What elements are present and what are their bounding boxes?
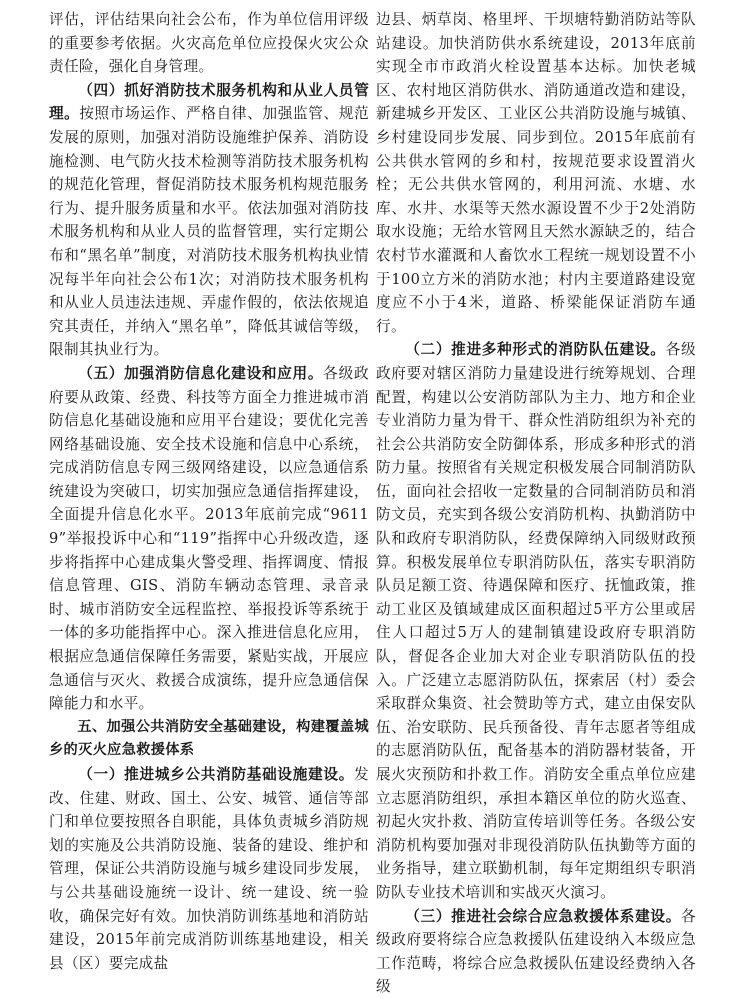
paragraph [376,905,696,999]
paragraph [49,79,369,362]
paragraph-body: 各级政府要对辖区消防力量建设进行统筹规划、合理配置，构建以公安消防部队为主力、地方和企业专业消防力量为骨干、群众性消防组织为补充的社会公共消防安全防御体系，形成多种形式的消防力量。按照省有关规定积极发展合同制消防队伍，面向社会招收一定数量的合同制消防员和消防文员，充实到各级公安消防机构、执勤消防中队和政府专职消防队，经费保障纳入同级财政预算。积极发展单位专职消防队伍，落实专职消防队员足额工资、待遇保障和医疗、抚恤政策，推动工业区及镇域建成区面积超过5平方公里或居住人口超过5万人的建制镇建设政府专职消防队，督促各企业加大对企业专职消防队伍的投入。广泛建立志愿消防队伍，探索居（村）委会采取群众集资、社会赞助等方式，建立由保安队伍、治安联防、民兵预备役、青年志愿者等组成的志愿消防队伍，配备基本的消防器材装备，开展火灾预防和扑救工作。消防安全重点单位应建立志愿消防组织，承担本籍区单位的防火巡查、初起火灾扑救、消防宣传培训等任务。各级公安消防机构要加强对非现役消防队伍执勤等方面的业务指导，建立联勤机制，每年定期组织专职消防队专业技术培训和实战灭火演习。 [376,341,697,901]
paragraph-body: 发改、住建、财政、国土、公安、城管、通信等部门和单位要按照各自职能，具体负责城乡消防规划的实施及公共消防设施、装备的建设、维护和管理，保证公共消防设施与城乡建设同步发展，与公共基础设施统一设计、统一建设、统一验收，确保完好有效。加快消防训练基地和消防站建设，2015年前完成消防训练基地建设，相关县（区）要完成盐 [49,766,369,972]
paragraph [376,338,696,904]
subsection-heading: （四）抓好消防技术服务机构和从业人员管理。 [49,81,369,123]
paragraph-body: 按照市场运作、严格自律、加强监管、规范发展的原则，加强对消防设施维护保养、消防设施检测、电气防火技术检测等消防技术服务机构的规范化管理，督促消防技术服务机构规范服务行为、提升服务质量和水平。依法加强对消防技术服务机构和从业人员的监督管理，实行定期公布和“黑名单”制度，对消防技术服务机构执业情况每半年向社会公布1次；对消防技术服务机构和从业人员违法违规、弄虚作假的，依法依规追究其责任，并纳入“黑名单”，降低其诚信等级，限制其执业行为。 [49,105,370,359]
subsection-heading: （一）推进城乡公共消防基础设施建设。 [78,766,355,783]
right-column [376,8,696,999]
paragraph: 评估，评估结果向社会公布，作为单位信用评级的重要参考依据。火灾高危单位应投保火灾公众责任险，强化自身管理。 [49,11,369,76]
subsection-heading: （五）加强消防信息化建设和应用。 [78,364,324,382]
paragraph [49,362,369,716]
subsection-heading: （三）推进社会综合应急救援体系建设。 [405,907,682,925]
paragraph: 边县、炳草岗、格里坪、干坝塘特勤消防站等队站建设。加快消防供水系统建设，2013年底前实现全市市政消火栓设置基本达标。加快老城区、农村地区消防供水、消防通道改造和建设，新建城乡开发区、工业区公共消防设施与城镇、乡村建设同步发展、同步到位。2015年底前有公共供水管网的乡和村，按规范要求设置消火栓；无公共供水管网的，利用河流、水塘、水库、水井、水渠等天然水源设置不少于2处消防取水设施；无给水管网且天然水源缺乏的，结合农村节水灌溉和人畜饮水工程统一规划设置不小于100立方米的消防水池；村内主要道路建设宽度应不小于4米，道路、桥梁能保证消防车通行。 [376,11,696,335]
subsection-heading: （二）推进多种形式的消防队伍建设。 [405,341,666,359]
paragraph-body: 各级政府要将综合应急救援队伍建设纳入本级应急工作范畴，将综合应急救援队伍建设经费纳入各级 [376,907,696,996]
paragraph [49,763,369,975]
section-heading: 五、加强公共消防安全基础建设，构建覆盖城乡的灭火应急救援体系 [49,718,369,759]
left-column [49,8,369,975]
paragraph-body: 各级政府要从政策、经费、科技等方面全力推进城市消防信息化基础设施和应用平台建设；要优化完善网络基础设施、安全技术设施和信息中心系统，完成消防信息专网三级网络建设，以应急通信系统建设为突破口，切实加强应急通信指挥建设，全面提升信息化水平。2013年底前完成“96119”举报投诉中心和“119”指挥中心升级改造，逐步将指挥中心建成集火警受理、指挥调度、情报信息管理、GIS、消防车辆动态管理、录音录时、城市消防安全远程监控、举报投诉等系统于一体的多功能指挥中心。深入推进信息化应用，根据应急通信保障任务需要，紧贴实战，开展应急通信与灭火、救援合成演练，提升应急通信保障能力和水平。 [49,364,369,713]
